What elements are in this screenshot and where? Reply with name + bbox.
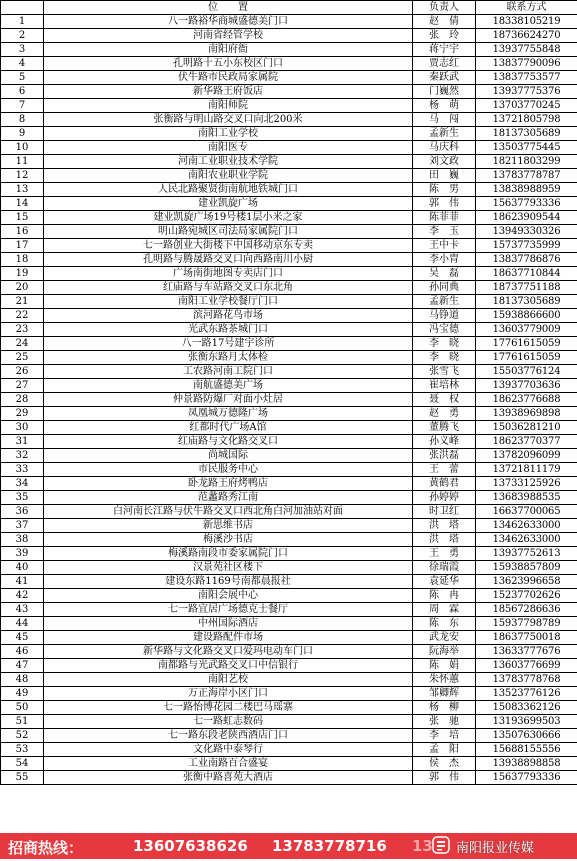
hotline-phone-2: 13783778716 [272,837,387,855]
row-number: 10 [1,141,44,155]
row-person: 陈 东 [413,617,476,631]
row-number: 6 [1,85,44,99]
row-phone: 15937798789 [476,617,577,631]
table-row [1,85,577,99]
row-phone: 13603776699 [476,659,577,673]
row-person: 李 晓 [413,351,476,365]
row-location: 七一路怡博花园二楼巴马瑶寨 [44,701,413,715]
row-location: 万正海岸小区门口 [44,687,413,701]
row-person: 武龙安 [413,631,476,645]
row-phone: 13838988959 [476,183,577,197]
row-number: 31 [1,435,44,449]
row-phone: 18338105219 [476,15,577,29]
row-phone: 13703770245 [476,99,577,113]
row-number: 15 [1,211,44,225]
table-row [1,113,577,127]
table-row [1,561,577,575]
row-person: 孙婷婷 [413,491,476,505]
row-location: 建业凯旋广场 [44,197,413,211]
row-person: 秦跃武 [413,71,476,85]
row-phone: 13633777676 [476,645,577,659]
row-person: 杨 萌 [413,99,476,113]
row-phone: 13937752613 [476,547,577,561]
row-number: 7 [1,99,44,113]
table-row [1,435,577,449]
row-phone: 13503775445 [476,141,577,155]
header-location: 位 置 [44,1,413,15]
row-person: 邹卿辉 [413,687,476,701]
row-location: 建设东路1169号南都晨报社 [44,575,413,589]
row-person: 李小胄 [413,253,476,267]
table-row [1,743,577,757]
row-number: 47 [1,659,44,673]
row-location: 建业凯旋广场19号楼1层小米之家 [44,211,413,225]
row-location: 仲景路防爆厂对面小灶居 [44,393,413,407]
table-row [1,687,577,701]
table-row [1,757,577,771]
row-person: 黄鹤君 [413,477,476,491]
row-location: 工农路河南工院门口 [44,365,413,379]
row-number: 13 [1,183,44,197]
table-row [1,407,577,421]
row-number: 35 [1,491,44,505]
table-row [1,379,577,393]
row-phone: 13721805798 [476,113,577,127]
row-number: 38 [1,533,44,547]
row-number: 20 [1,281,44,295]
table-row [1,449,577,463]
row-phone: 18137305689 [476,127,577,141]
row-person: 聂 权 [413,393,476,407]
row-phone: 13937755848 [476,43,577,57]
row-person: 李 玉 [413,225,476,239]
row-location: 八一路17号建宇诊所 [44,337,413,351]
row-location: 红庙路与文化路交叉口 [44,435,413,449]
row-phone: 18637750018 [476,631,577,645]
row-location: 梅溪沙书店 [44,533,413,547]
table-row [1,309,577,323]
row-number: 48 [1,673,44,687]
row-location: 梅溪路南段市委家属院门口 [44,547,413,561]
row-number: 21 [1,295,44,309]
row-location: 张衡东路月太体检 [44,351,413,365]
row-number: 28 [1,393,44,407]
row-phone: 17761615059 [476,337,577,351]
row-location: 河南工业职业技术学院 [44,155,413,169]
row-number: 52 [1,729,44,743]
row-location: 红都时代广场A馆 [44,421,413,435]
row-phone: 13949330326 [476,225,577,239]
row-phone: 13462633000 [476,519,577,533]
row-phone: 15737735999 [476,239,577,253]
table-row [1,505,577,519]
row-person: 陈 冉 [413,589,476,603]
table-row [1,729,577,743]
watermark-text: 南阳报业传媒 [456,837,534,861]
row-location: 南阳工业学校餐厅门口 [44,295,413,309]
row-phone: 13938898858 [476,757,577,771]
header-number [1,1,44,15]
row-number: 29 [1,407,44,421]
row-phone: 13937703636 [476,379,577,393]
row-location: 八一路裕华商城盛德美门口 [44,15,413,29]
row-location: 南阳会展中心 [44,589,413,603]
row-location: 张衡路与明山路交叉口向北200米 [44,113,413,127]
row-phone: 15637793336 [476,771,577,785]
row-person: 孙同典 [413,281,476,295]
row-phone: 17761615059 [476,351,577,365]
row-location: 人民北路聚贤街南航地铁城门口 [44,183,413,197]
row-person: 董腾飞 [413,421,476,435]
row-location: 七一路宜居广场德克士餐厅 [44,603,413,617]
table-row [1,491,577,505]
hotline-label: 招商热线： [8,837,83,858]
row-number: 23 [1,323,44,337]
row-phone: 18137305689 [476,295,577,309]
row-number: 44 [1,617,44,631]
header-person: 负责人 [413,1,476,15]
row-person: 陈 男 [413,183,476,197]
row-person: 赵 倩 [413,15,476,29]
table-row [1,617,577,631]
row-person: 蒋宁宇 [413,43,476,57]
row-person: 阮海举 [413,645,476,659]
table-row [1,603,577,617]
row-person: 张雪飞 [413,365,476,379]
row-phone: 13938969898 [476,407,577,421]
table-header-row [1,1,577,15]
row-number: 51 [1,715,44,729]
table-row [1,141,577,155]
row-person: 郭 伟 [413,771,476,785]
row-number: 34 [1,477,44,491]
row-number: 39 [1,547,44,561]
table-row [1,351,577,365]
row-person: 吴 磊 [413,267,476,281]
row-phone: 13733125926 [476,477,577,491]
header-phone: 联系方式 [476,1,577,15]
row-person: 周 霖 [413,603,476,617]
row-person: 门巍然 [413,85,476,99]
row-person: 洪 塔 [413,533,476,547]
row-phone: 13721811179 [476,463,577,477]
toutiao-logo-icon [432,836,450,854]
row-location: 白河南长江路与伏牛路交叉口西北角白河加油站对面 [44,505,413,519]
row-number: 55 [1,771,44,785]
row-location: 南阳艺校 [44,673,413,687]
row-number: 22 [1,309,44,323]
row-phone: 18736624270 [476,29,577,43]
row-number: 24 [1,337,44,351]
table-row [1,183,577,197]
row-number: 5 [1,71,44,85]
table-row [1,659,577,673]
row-number: 41 [1,575,44,589]
table-row [1,29,577,43]
row-phone: 15237702626 [476,589,577,603]
table-row [1,253,577,267]
row-number: 37 [1,519,44,533]
row-location: 建设路配件市场 [44,631,413,645]
row-number: 25 [1,351,44,365]
table-row [1,197,577,211]
row-person: 洪 塔 [413,519,476,533]
row-phone: 13507630666 [476,729,577,743]
row-number: 19 [1,267,44,281]
row-person: 马庆科 [413,141,476,155]
row-person: 郭 伟 [413,197,476,211]
row-person: 杨 柳 [413,701,476,715]
row-phone: 18637710844 [476,267,577,281]
row-location: 七一路虹志数码 [44,715,413,729]
row-number: 26 [1,365,44,379]
row-person: 刘文政 [413,155,476,169]
row-number: 42 [1,589,44,603]
row-person: 朱怀蕙 [413,673,476,687]
table-row [1,701,577,715]
row-number: 54 [1,757,44,771]
row-phone: 18623770377 [476,435,577,449]
row-phone: 15938866600 [476,309,577,323]
table-row [1,337,577,351]
table-row [1,715,577,729]
row-phone: 15637793336 [476,197,577,211]
row-location: 伏牛路市民政局家属院 [44,71,413,85]
row-person: 陈 娟 [413,659,476,673]
table-row [1,239,577,253]
row-person: 侯 杰 [413,757,476,771]
row-phone: 15688155556 [476,743,577,757]
row-person: 徐瑞霞 [413,561,476,575]
row-location: 南阳府衙 [44,43,413,57]
table-row [1,421,577,435]
row-location: 新华路王府饭店 [44,85,413,99]
row-phone: 18623776688 [476,393,577,407]
row-person: 袁延华 [413,575,476,589]
row-person: 张洪磊 [413,449,476,463]
row-person: 崔培林 [413,379,476,393]
row-number: 12 [1,169,44,183]
row-phone: 16637700065 [476,505,577,519]
row-number: 53 [1,743,44,757]
row-location: 汉景苑社区楼下 [44,561,413,575]
table-row [1,127,577,141]
row-number: 1 [1,15,44,29]
row-person: 李 培 [413,729,476,743]
row-phone: 13462633000 [476,533,577,547]
row-number: 27 [1,379,44,393]
row-phone: 15036281210 [476,421,577,435]
row-number: 16 [1,225,44,239]
row-number: 32 [1,449,44,463]
table-row [1,771,577,785]
row-location: 七一路创业大街楼下中国移动京东专卖 [44,239,413,253]
row-person: 孟新生 [413,295,476,309]
row-number: 14 [1,197,44,211]
row-location: 中州国际酒店 [44,617,413,631]
row-phone: 13683988535 [476,491,577,505]
table-row [1,225,577,239]
hotline-phone-1: 13607638626 [133,837,248,855]
row-person: 王 蕾 [413,463,476,477]
row-location: 尚城国际 [44,449,413,463]
row-location: 孔明路与腾晟路交叉口向西路南川小厨 [44,253,413,267]
row-location: 南阳师院 [44,99,413,113]
row-person: 张 玲 [413,29,476,43]
table-body [1,15,577,785]
row-person: 田 巍 [413,169,476,183]
row-location: 南阳农业职业学院 [44,169,413,183]
row-location: 新思维书店 [44,519,413,533]
row-person: 马铮道 [413,309,476,323]
row-number: 49 [1,687,44,701]
row-location: 新华路与文化路交叉口爱玛电动车门口 [44,645,413,659]
row-number: 11 [1,155,44,169]
row-person: 时卫红 [413,505,476,519]
table-row [1,519,577,533]
table-row [1,57,577,71]
table-row [1,463,577,477]
row-phone: 13937775376 [476,85,577,99]
row-phone: 13782096099 [476,449,577,463]
table-row [1,281,577,295]
row-location: 南阳工业学校 [44,127,413,141]
row-location: 张衡中路喜苑大酒店 [44,771,413,785]
row-person: 冯宝德 [413,323,476,337]
row-phone: 13783778768 [476,673,577,687]
row-person: 孙义峰 [413,435,476,449]
row-location: 明山路宛城区司法局家属院门口 [44,225,413,239]
row-person: 李 晓 [413,337,476,351]
row-number: 45 [1,631,44,645]
row-phone: 13837790096 [476,57,577,71]
table-row [1,295,577,309]
row-location: 市民服务中心 [44,463,413,477]
table-row [1,211,577,225]
row-location: 卧龙路王府烤鸭店 [44,477,413,491]
table-row [1,393,577,407]
row-phone: 13783778787 [476,169,577,183]
row-location: 工业南路百合盛宴 [44,757,413,771]
row-location: 红庙路与车站路交叉口东北角 [44,281,413,295]
row-phone: 13193699503 [476,715,577,729]
row-number: 43 [1,603,44,617]
row-person: 陈菲菲 [413,211,476,225]
row-phone: 13623996658 [476,575,577,589]
row-phone: 15938857809 [476,561,577,575]
row-location: 南航盛德美广场 [44,379,413,393]
row-number: 17 [1,239,44,253]
row-location: 七一路东段老陕西酒店门口 [44,729,413,743]
row-person: 赵 勇 [413,407,476,421]
row-location: 广场南街地图专卖店门口 [44,267,413,281]
table-row [1,547,577,561]
row-number: 33 [1,463,44,477]
row-number: 8 [1,113,44,127]
row-person: 张 驰 [413,715,476,729]
table-row [1,533,577,547]
row-location: 滨河路花鸟市场 [44,309,413,323]
row-number: 4 [1,57,44,71]
table-row [1,365,577,379]
row-phone: 13837786876 [476,253,577,267]
row-location: 范蠡路秀江南 [44,491,413,505]
table-row [1,323,577,337]
row-number: 3 [1,43,44,57]
table-row [1,673,577,687]
row-phone: 13603779009 [476,323,577,337]
row-location: 孔明路十五小东校区门口 [44,57,413,71]
row-person: 王 勇 [413,547,476,561]
table-row [1,155,577,169]
table-row [1,631,577,645]
row-number: 40 [1,561,44,575]
row-number: 2 [1,29,44,43]
row-number: 46 [1,645,44,659]
row-phone: 13837753577 [476,71,577,85]
table-row [1,575,577,589]
row-phone: 15083362126 [476,701,577,715]
hotline-phone-3: 13 [412,837,433,855]
row-phone: 18737751188 [476,281,577,295]
row-location: 光武东路茶城门口 [44,323,413,337]
row-phone: 18211803299 [476,155,577,169]
table-row [1,99,577,113]
row-location: 南阳医专 [44,141,413,155]
row-number: 18 [1,253,44,267]
table-row [1,43,577,57]
row-person: 孟新生 [413,127,476,141]
table-row [1,477,577,491]
row-person: 王中卡 [413,239,476,253]
table-row [1,169,577,183]
table-row [1,645,577,659]
row-location: 河南省经管学校 [44,29,413,43]
row-phone: 15503776124 [476,365,577,379]
row-location: 南都路与光武路交叉口中信银行 [44,659,413,673]
row-location: 文化路中泰琴行 [44,743,413,757]
row-location: 凤凰城万德隆广场 [44,407,413,421]
row-number: 50 [1,701,44,715]
row-number: 36 [1,505,44,519]
row-phone: 13523776126 [476,687,577,701]
row-number: 9 [1,127,44,141]
row-person: 孟 阳 [413,743,476,757]
row-person: 贾志红 [413,57,476,71]
row-number: 30 [1,421,44,435]
table-row [1,267,577,281]
row-phone: 18567286636 [476,603,577,617]
row-person: 马 闯 [413,113,476,127]
table-row [1,71,577,85]
table-row [1,589,577,603]
table-row [1,15,577,29]
row-phone: 18623909544 [476,211,577,225]
